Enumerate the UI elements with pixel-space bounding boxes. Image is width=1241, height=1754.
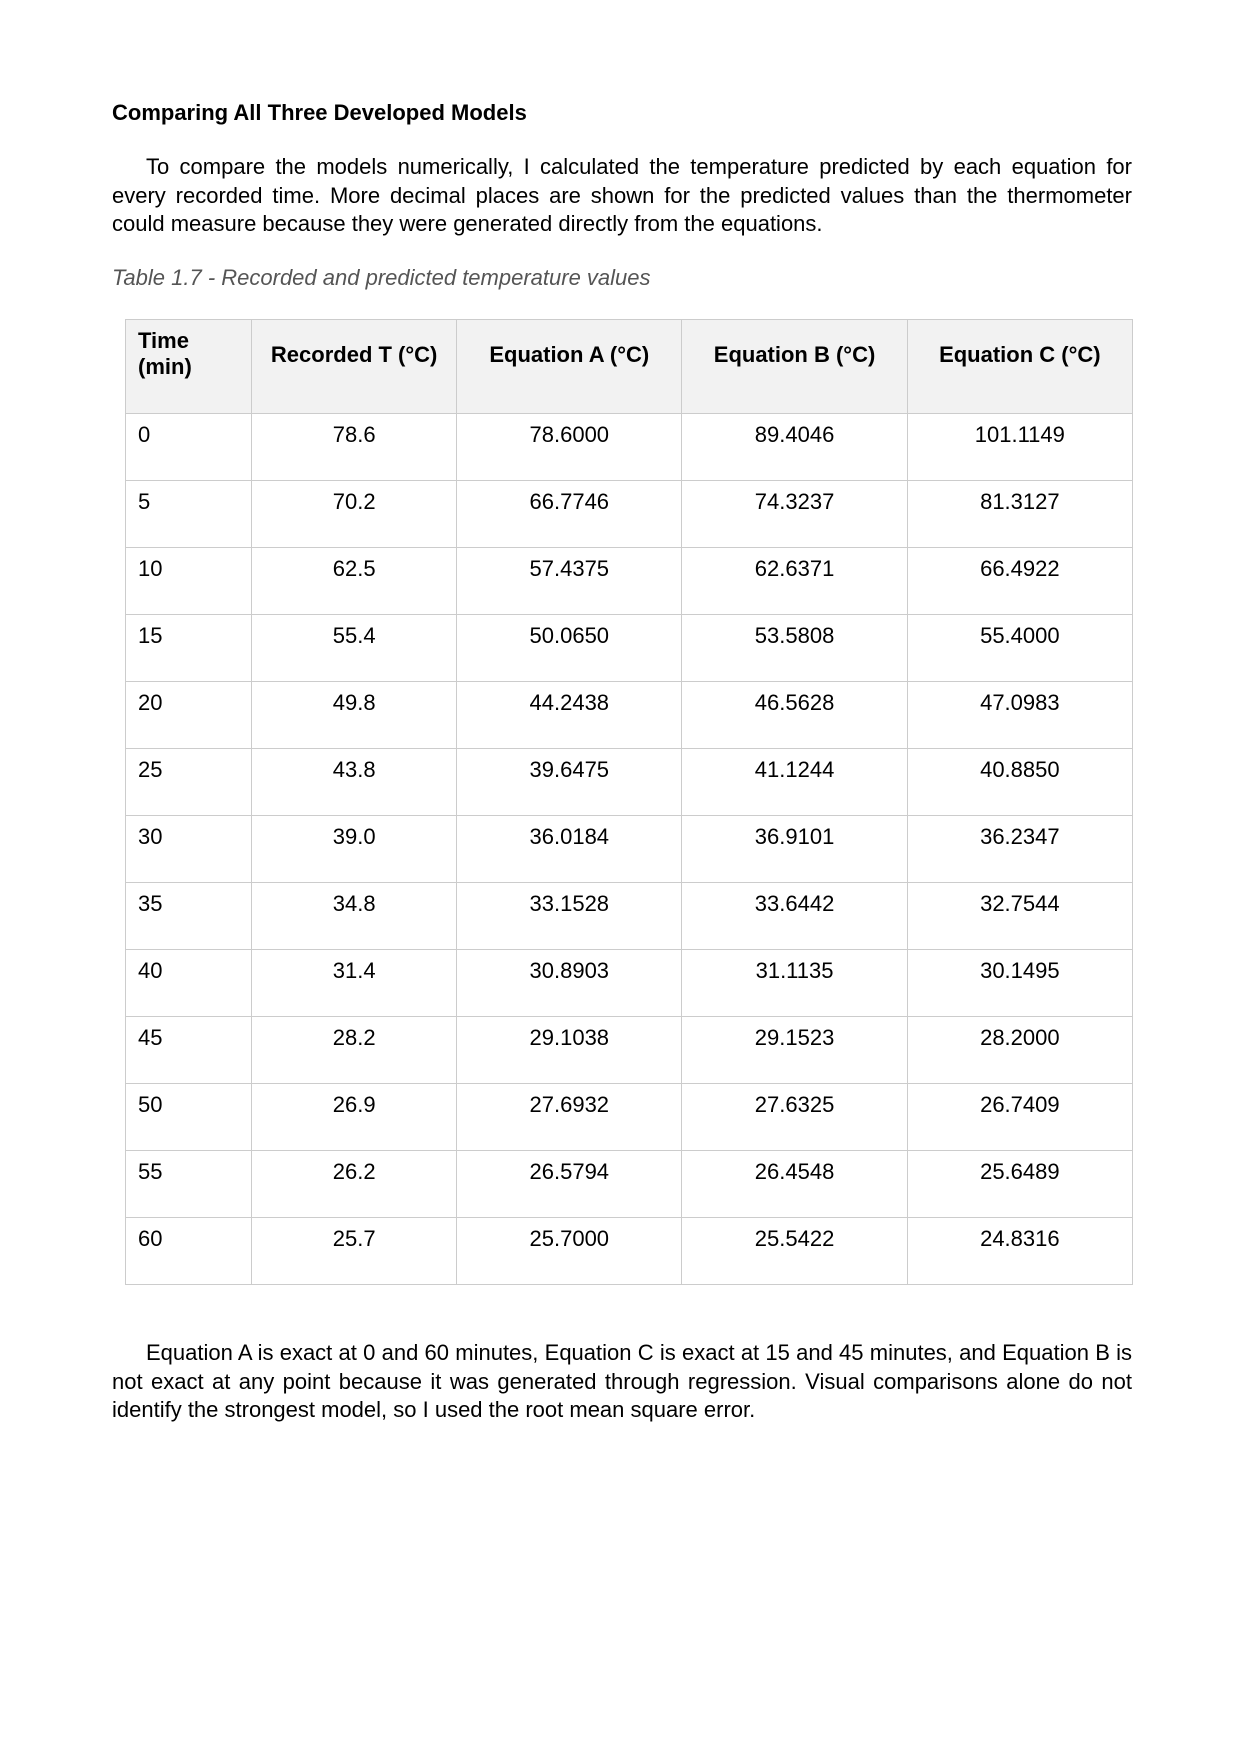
cell-recorded: 55.4 xyxy=(252,615,457,682)
header-time: Time (min) xyxy=(126,320,252,414)
table-body xyxy=(126,414,1133,1285)
temperature-table xyxy=(125,319,1133,1285)
cell-equation-c: 36.2347 xyxy=(907,816,1132,883)
cell-equation-b: 26.4548 xyxy=(682,1151,907,1218)
cell-time: 55 xyxy=(126,1151,252,1218)
cell-equation-b: 53.5808 xyxy=(682,615,907,682)
cell-equation-a: 66.7746 xyxy=(457,481,682,548)
cell-time: 60 xyxy=(126,1218,252,1285)
header-equation-b: Equation B (°C) xyxy=(682,320,907,414)
table-row xyxy=(126,1017,1133,1084)
cell-equation-a: 36.0184 xyxy=(457,816,682,883)
table-caption: Table 1.7 - Recorded and predicted temperature values xyxy=(112,264,651,290)
cell-equation-a: 78.6000 xyxy=(457,414,682,481)
cell-equation-c: 47.0983 xyxy=(907,682,1132,749)
header-recorded: Recorded T (°C) xyxy=(252,320,457,414)
cell-equation-a: 30.8903 xyxy=(457,950,682,1017)
cell-equation-c: 40.8850 xyxy=(907,749,1132,816)
cell-recorded: 31.4 xyxy=(252,950,457,1017)
cell-time: 15 xyxy=(126,615,252,682)
cell-time: 30 xyxy=(126,816,252,883)
cell-time: 25 xyxy=(126,749,252,816)
cell-equation-b: 46.5628 xyxy=(682,682,907,749)
cell-equation-c: 25.6489 xyxy=(907,1151,1132,1218)
table-row xyxy=(126,414,1133,481)
table-row xyxy=(126,1218,1133,1285)
cell-equation-a: 57.4375 xyxy=(457,548,682,615)
cell-recorded: 62.5 xyxy=(252,548,457,615)
cell-time: 0 xyxy=(126,414,252,481)
cell-equation-c: 24.8316 xyxy=(907,1218,1132,1285)
cell-equation-a: 33.1528 xyxy=(457,883,682,950)
cell-equation-c: 26.7409 xyxy=(907,1084,1132,1151)
cell-recorded: 26.2 xyxy=(252,1151,457,1218)
cell-equation-a: 27.6932 xyxy=(457,1084,682,1151)
closing-paragraph: Equation A is exact at 0 and 60 minutes, Equation C is exact at 15 and 45 minutes, and Equation B is not exact at any point because it was generated through regression. Visual comparisons alone do not identify the strongest model, so I used the root mean square error. xyxy=(112,1340,1132,1423)
cell-equation-c: 101.1149 xyxy=(907,414,1132,481)
cell-equation-c: 81.3127 xyxy=(907,481,1132,548)
cell-equation-c: 30.1495 xyxy=(907,950,1132,1017)
cell-time: 35 xyxy=(126,883,252,950)
table-row xyxy=(126,1084,1133,1151)
cell-equation-b: 41.1244 xyxy=(682,749,907,816)
cell-equation-c: 66.4922 xyxy=(907,548,1132,615)
cell-time: 10 xyxy=(126,548,252,615)
cell-equation-c: 28.2000 xyxy=(907,1017,1132,1084)
cell-equation-a: 26.5794 xyxy=(457,1151,682,1218)
cell-equation-a: 25.7000 xyxy=(457,1218,682,1285)
table-row xyxy=(126,615,1133,682)
cell-equation-b: 74.3237 xyxy=(682,481,907,548)
cell-equation-b: 31.1135 xyxy=(682,950,907,1017)
cell-recorded: 70.2 xyxy=(252,481,457,548)
intro-paragraph: To compare the models numerically, I calculated the temperature predicted by each equation for every recorded time. More decimal places are shown for the predicted values than the thermometer could measure because they were generated directly from the equations. xyxy=(112,154,1132,237)
cell-equation-c: 32.7544 xyxy=(907,883,1132,950)
section-heading: Comparing All Three Developed Models xyxy=(112,100,527,125)
cell-time: 50 xyxy=(126,1084,252,1151)
cell-recorded: 49.8 xyxy=(252,682,457,749)
document-page xyxy=(112,100,1132,1425)
cell-recorded: 25.7 xyxy=(252,1218,457,1285)
cell-equation-a: 44.2438 xyxy=(457,682,682,749)
cell-recorded: 28.2 xyxy=(252,1017,457,1084)
cell-equation-b: 33.6442 xyxy=(682,883,907,950)
cell-equation-c: 55.4000 xyxy=(907,615,1132,682)
header-equation-a: Equation A (°C) xyxy=(457,320,682,414)
table-row xyxy=(126,816,1133,883)
table-row xyxy=(126,950,1133,1017)
cell-equation-a: 29.1038 xyxy=(457,1017,682,1084)
cell-recorded: 34.8 xyxy=(252,883,457,950)
cell-time: 45 xyxy=(126,1017,252,1084)
table-row xyxy=(126,481,1133,548)
cell-time: 40 xyxy=(126,950,252,1017)
table-header-row xyxy=(126,320,1133,414)
header-equation-c: Equation C (°C) xyxy=(907,320,1132,414)
cell-equation-a: 50.0650 xyxy=(457,615,682,682)
table-row xyxy=(126,682,1133,749)
table-row xyxy=(126,1151,1133,1218)
table-row xyxy=(126,548,1133,615)
cell-equation-b: 27.6325 xyxy=(682,1084,907,1151)
cell-equation-b: 29.1523 xyxy=(682,1017,907,1084)
cell-equation-b: 89.4046 xyxy=(682,414,907,481)
cell-equation-b: 62.6371 xyxy=(682,548,907,615)
table-row xyxy=(126,883,1133,950)
cell-recorded: 43.8 xyxy=(252,749,457,816)
table-row xyxy=(126,749,1133,816)
cell-time: 5 xyxy=(126,481,252,548)
cell-recorded: 26.9 xyxy=(252,1084,457,1151)
cell-equation-a: 39.6475 xyxy=(457,749,682,816)
cell-time: 20 xyxy=(126,682,252,749)
cell-equation-b: 36.9101 xyxy=(682,816,907,883)
cell-recorded: 78.6 xyxy=(252,414,457,481)
cell-equation-b: 25.5422 xyxy=(682,1218,907,1285)
cell-recorded: 39.0 xyxy=(252,816,457,883)
